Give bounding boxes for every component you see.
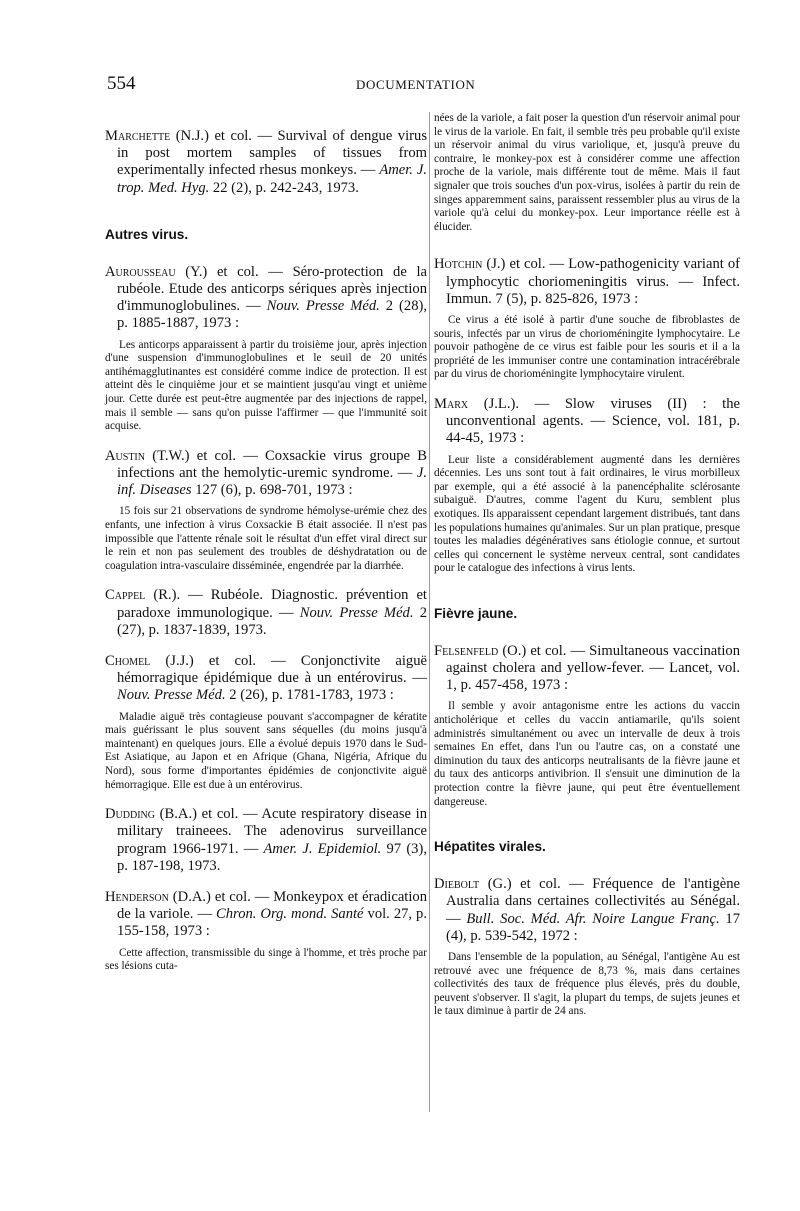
citation bbox=[105, 448, 427, 500]
citation-ref: vol. 27, p. 155-158, 1973 : bbox=[117, 906, 427, 940]
author: Chomel bbox=[105, 652, 151, 669]
entry-henderson bbox=[105, 889, 427, 974]
journal-title: Chron. Org. mond. Santé bbox=[216, 906, 364, 923]
author: Henderson bbox=[105, 888, 169, 905]
left-column bbox=[105, 128, 427, 974]
abstract-continuation: nées de la variole, a fait poser la question d'un réservoir animal pour le virus de la variole. En fait, il semble très peu probable qu'il existe un réservoir animal du virus variolique, et, jusqu'à preuve du contraire, le monkey-pox est à considérer comme une affection proche de la variole, mais différente tout de même. Mais il faut signaler que trois souches d'un pox-virus, isolées à partir du rein de singes apparemment sains, paraissent ressembler plus au virus de la variole qu'à celui du monkey-pox. Leur importance réelle est à élucider. bbox=[434, 112, 740, 233]
entry-chomel bbox=[105, 653, 427, 792]
journal-title: J. inf. Diseases bbox=[117, 464, 427, 499]
entry-cappel bbox=[105, 587, 427, 639]
abstract: Il semble y avoir antagonisme entre les actions du vaccin anticholérique et celles du vaccin antiamarile, qu'ils soient administrés simultanément ou avec un intervalle de deux à trois semaines En effet, dans l'un ou l'autre cas, on a constaté une diminution du taux des anticorps neutralisants de la fièvre jaune et du taux des anticorps antivibrion. Il s'ensuit une diminution de la protection contre la fièvre jaune, qui peut être éventuellement dangereuse. bbox=[434, 700, 740, 808]
citation-text: (R.). — Rubéole. Diagnostic. prévention et paradoxe immunologique. — bbox=[117, 587, 427, 621]
citation bbox=[105, 653, 427, 705]
citation-text: (N.J.) et col. — Survival of dengue virus in post mortem samples of tissues from experimentally infected rhesus monkeys. — bbox=[117, 128, 427, 179]
entry-felsenfeld bbox=[434, 643, 740, 809]
citation-ref: 2 (28), p. 1885-1887, 1973 : bbox=[117, 298, 427, 332]
citation-ref: 97 (3), p. 187-198, 1973. bbox=[117, 840, 427, 874]
abstract: Dans l'ensemble de la population, au Sénégal, l'antigène Au est retrouvé avec une fréquence de 8,73 %, mais dans certaines collectivités des taux de fréquence plus élevés, près du double, peuvent s'observer. Il s'agit, la plupart du temps, de sujets jeunes et le taux diminue à partir de 24 ans. bbox=[434, 951, 740, 1018]
author: Diebolt bbox=[434, 876, 480, 893]
author: Hotchin bbox=[434, 256, 483, 273]
citation-text: (J.) et col. — Low-pathogenicity variant of lymphocytic choriomeningitis virus. — Infect. Immun. 7 (5), p. 825-826, 1973 : bbox=[446, 256, 740, 307]
running-title: DOCUMENTATION bbox=[356, 77, 476, 92]
citation-text: (J.L.). — Slow viruses (II) : the unconventional agents. — Science, vol. 181, p. 44-45, 1973 : bbox=[446, 395, 740, 447]
entry-marx bbox=[434, 396, 740, 576]
citation bbox=[105, 128, 427, 197]
citation-ref: 127 (6), p. 698-701, 1973 : bbox=[191, 482, 353, 499]
entry-aurousseau bbox=[105, 264, 427, 434]
author: Cappel bbox=[105, 587, 146, 604]
citation-text: (B.A.) et col. — Acute respiratory disease in military traineees. The adenovirus surveillance program 1966-1971. — bbox=[117, 806, 427, 857]
entry-diebolt bbox=[434, 876, 740, 1019]
journal-title: Bull. Soc. Méd. Afr. Noire Langue Franç. bbox=[466, 910, 720, 927]
citation bbox=[434, 256, 740, 308]
journal-title: Amer. J. Epidemiol. bbox=[263, 840, 382, 857]
author: Marchette bbox=[105, 128, 171, 144]
citation-text: (Y.) et col. — Séro-protection de la rubéole. Etude des anticorps sériques après injection d'immunoglobulines. — bbox=[117, 263, 427, 315]
abstract: Ce virus a été isolé à partir d'une souche de fibroblastes de souris, infectés par un virus de chorioméningite lymphocytaire. Le pouvoir pathogène de ce virus est faible pour les souris et il a la propriété de les immuniser contre une contamination intracérébrale par du virus de chorioméningite lymphocytaire virulent. bbox=[434, 313, 740, 381]
citation-text: (T.W.) et col. — Coxsackie virus groupe B infections ant the hemolytic-uremic syndrome. — bbox=[117, 447, 427, 481]
journal-title: Nouv. Presse Méd. bbox=[266, 298, 380, 315]
entry-austin bbox=[105, 448, 427, 574]
abstract: Leur liste a considérablement augmenté dans les dernières décennies. Les uns sont tout à fait ordinaires, le virus morbilleux par exemple, qui a été associé à la panencéphalite sclérosante subaiguë. D'autres, comme l'agent du Kuru, semblent plus exotiques. Ils apparaissent cependant largement distribués, tant dans les populations humaines qu'animales. Sur un plan pratique, presque toutes les maladies dégénératives sans étiologie connue, et surtout celles qui concernent le système nerveux central, sont candidates pour le catalogue des infections à virus lents. bbox=[434, 453, 740, 575]
entry-marchette bbox=[105, 128, 427, 197]
author: Felsenfeld bbox=[434, 642, 499, 659]
citation bbox=[105, 587, 427, 639]
journal-title: Nouv. Presse Méd. bbox=[299, 604, 414, 621]
section-heading-fievre-jaune: Fièvre jaune. bbox=[434, 605, 518, 621]
citation bbox=[105, 806, 427, 875]
entry-dudding bbox=[105, 806, 427, 875]
author: Dudding bbox=[105, 806, 155, 823]
section-heading-autres-virus: Autres virus. bbox=[105, 226, 189, 242]
entry-hotchin bbox=[434, 256, 740, 382]
citation-ref: 22 (2), p. 242-243, 1973. bbox=[209, 179, 359, 196]
citation bbox=[434, 396, 740, 448]
page-number: 554 bbox=[107, 73, 136, 94]
abstract: Maladie aiguë très contagieuse pouvant s'accompagner de kératite mais guérissant le plus souvent sans séquelles (du moins jusqu'à maintenant) en quelques jours. Elle a évolué depuis 1970 dans le Sud-Est Asiatique, au Japon et en Afrique (Ghana, Nigéria, Afrique du Nord), sous forme d'importantes épidémies de conjonctivite aiguë hémorragique. Elle est due à un entérovirus. bbox=[105, 710, 427, 791]
citation bbox=[434, 876, 740, 945]
abstract: Les anticorps apparaissent à partir du troisième jour, après injection d'une suspension d'immunoglobulines et le seuil de 20 unités antihémagglutinantes est considéré comme indice de protection. Il est atteint dès le cinquième jour et se maintient jusqu'au vingt et unième jour. Cette durée est peut-être augmentée par des injections de rappel, mais il semble — sans qu'on puisse l'affirmer — que l'immunité soit acquise. bbox=[105, 338, 427, 433]
right-column bbox=[434, 112, 740, 1019]
citation-ref: 17 (4), p. 539-542, 1972 : bbox=[446, 910, 740, 944]
abstract: Cette affection, transmissible du singe à l'homme, et très proche par ses lésions cuta- bbox=[105, 946, 427, 973]
journal-title: Nouv. Presse Méd. bbox=[117, 687, 226, 704]
citation-text: (J.J.) et col. — Conjonctivite aiguë hémorragique épidémique due à un entérovirus. — bbox=[117, 652, 427, 687]
citation bbox=[105, 889, 427, 941]
author: Aurousseau bbox=[105, 263, 176, 280]
citation-text: (D.A.) et col. — Monkeypox et éradication de la variole. — bbox=[117, 888, 427, 923]
citation-text: (O.) et col. — Simultaneous vaccination against cholera and yellow-fever. — Lancet, vol. 1, p. 457-458, 1973 : bbox=[446, 642, 740, 694]
section-heading-hepatites: Hépatites virales. bbox=[434, 839, 546, 855]
citation-text: (G.) et col. — Fréquence de l'antigène Australia dans certaines collectivités au Sénégal. — bbox=[446, 876, 740, 927]
citation bbox=[434, 643, 740, 695]
column-divider bbox=[429, 112, 430, 1112]
author: Austin bbox=[105, 447, 145, 464]
citation-ref: 2 (27), p. 1837-1839, 1973. bbox=[117, 604, 427, 638]
citation bbox=[105, 264, 427, 333]
abstract: 15 fois sur 21 observations de syndrome hémolyse-urémie chez des enfants, une infection à virus Coxsackie B était associée. Il n'est pas impossible que l'attente rénale soit le résultat d'un effet viral direct sur le rein et non pas seulement des troubles de déshydratation ou de coagulation intra-vasculaire disséminée, engendrée par la diarrhée. bbox=[105, 505, 427, 572]
journal-title: Amer. J. trop. Med. Hyg. bbox=[117, 162, 427, 196]
author: Marx bbox=[434, 395, 469, 412]
citation-ref: 2 (26), p. 1781-1783, 1973 : bbox=[225, 687, 394, 704]
